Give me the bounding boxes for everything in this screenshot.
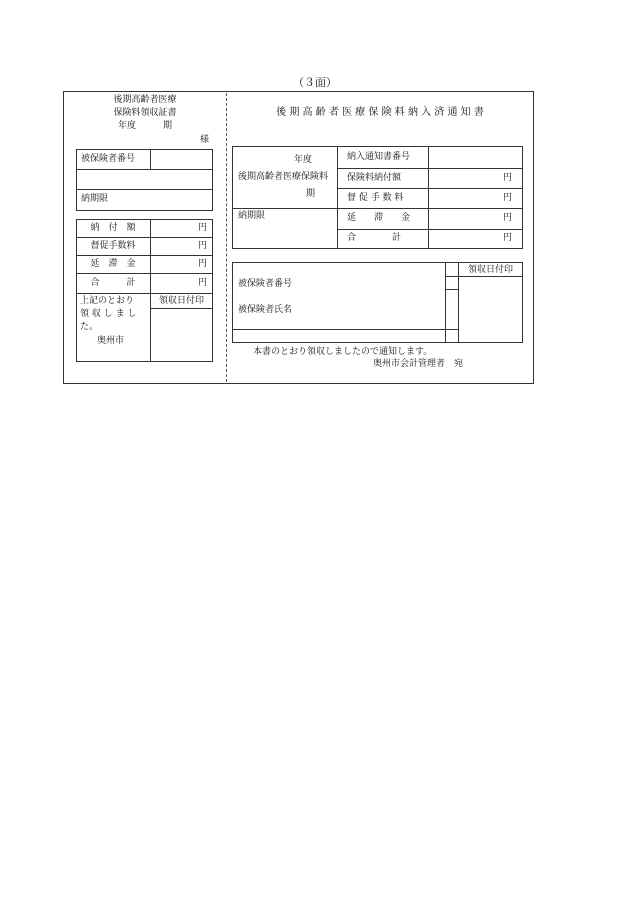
notice-insured-name-label: 被保険者氏名 <box>238 305 293 315</box>
notice-insured-number-label: 被保険者番号 <box>238 279 293 289</box>
receipt-received-line3: た。 <box>80 322 99 332</box>
receipt-received-line1: 上記のとおり <box>80 296 135 306</box>
receipt-stamp-label: 領収日付印 <box>158 296 204 306</box>
receipt-honorific: 様 <box>200 135 210 145</box>
page-label: （３面） <box>293 76 337 89</box>
notice-stamp-label: 領収日付印 <box>467 265 513 275</box>
perforation-line <box>226 93 227 382</box>
receipt-fiscal-period: 年度 期 <box>117 121 172 131</box>
notice-insurance-label: 後期高齢者医療保険料 <box>238 172 329 182</box>
receipt-fee-label: 督促手数料 <box>90 241 136 251</box>
receipt-total-unit: 円 <box>198 278 208 288</box>
notice-title: 後 期 高 齢 者 医 療 保 険 料 納 入 済 通 知 書 <box>276 107 484 118</box>
receipt-late-charge-label: 延 滞 金 <box>90 259 136 269</box>
notice-footer-line2: 奥州市会計管理者 宛 <box>373 359 464 369</box>
notice-fee-unit: 円 <box>503 193 513 203</box>
notice-number-label: 納入通知書番号 <box>347 152 411 162</box>
notice-due-date-label: 納期限 <box>238 211 266 221</box>
receipt-amount-paid-unit: 円 <box>198 223 208 233</box>
receipt-fee-unit: 円 <box>198 241 208 251</box>
receipt-insured-number-label: 被保険者番号 <box>81 154 136 164</box>
receipt-amount-paid-label: 納 付 額 <box>90 223 136 233</box>
notice-fiscal-year: 年度 <box>294 155 313 165</box>
receipt-total-label: 合 計 <box>90 278 136 288</box>
receipt-due-date-label: 納期限 <box>81 194 109 204</box>
receipt-title-line2: 保険料領収証書 <box>113 108 177 118</box>
notice-footer-line1: 本書のとおり領収しましたので通知します。 <box>253 347 433 357</box>
notice-total-label: 合 計 <box>347 233 402 243</box>
notice-late-charge-unit: 円 <box>503 213 513 223</box>
notice-amount-paid-unit: 円 <box>503 173 513 183</box>
receipt-title-line1: 後期高齢者医療 <box>113 95 177 105</box>
receipt-late-charge-unit: 円 <box>198 259 208 269</box>
notice-fee-label: 督 促 手 数 料 <box>347 193 404 203</box>
notice-total-unit: 円 <box>503 233 513 243</box>
notice-period: 期 <box>306 189 316 199</box>
receipt-city: 奥州市 <box>97 336 125 346</box>
notice-amount-paid-label: 保険料納付額 <box>347 173 402 183</box>
notice-late-charge-label: 延 滞 金 <box>347 213 411 223</box>
receipt-received-line2: 領 収 し ま し <box>80 309 137 319</box>
